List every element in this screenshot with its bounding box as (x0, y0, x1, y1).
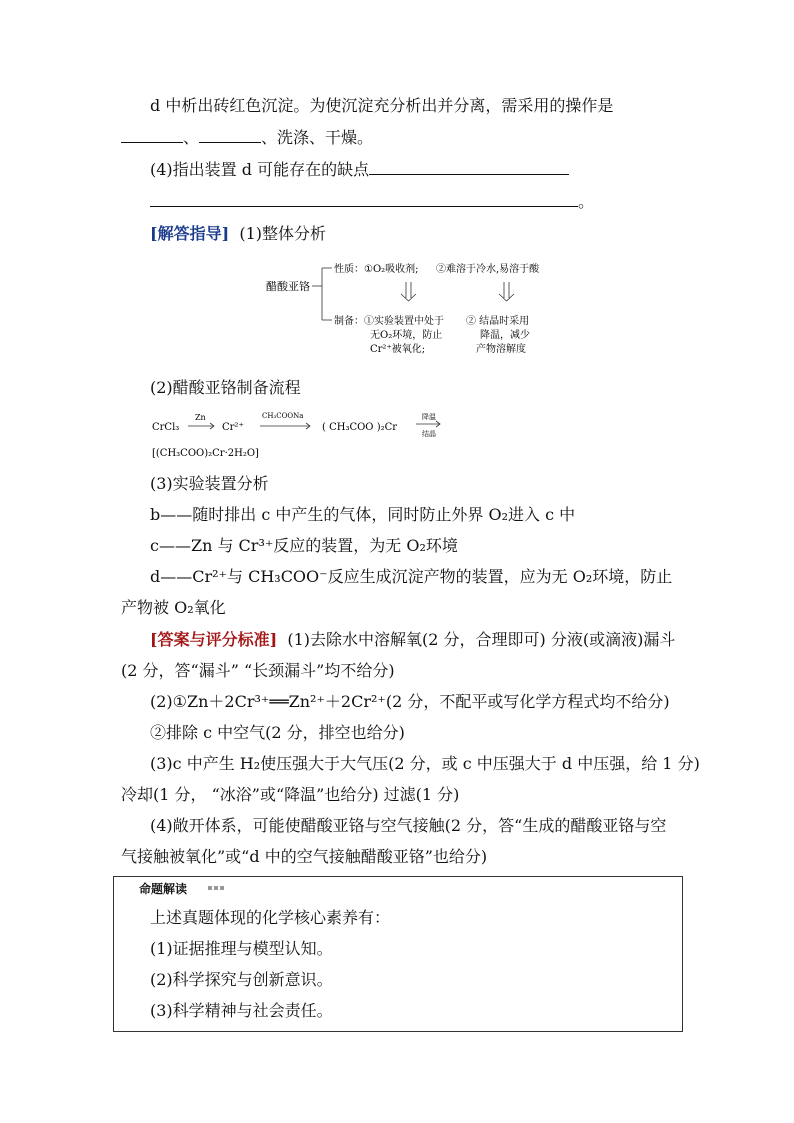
flow-condition: 降温 (422, 413, 436, 421)
question-text: d 中析出砖红色沉淀。为使沉淀充分析出并分离，需采用的操作是 (150, 96, 614, 115)
analysis-line: b——随时排出 c 中产生的气体，同时防止外界 O₂进入 c 中 (150, 505, 576, 524)
tree-root: 醋酸亚铬 (266, 280, 310, 293)
box-title: 命题解读 (139, 882, 188, 896)
analysis-line: c——Zn 与 Cr³⁺反应的装置，为无 O₂环境 (150, 536, 458, 555)
flow-reactant: CrCl₃ (152, 422, 180, 433)
analysis-tree-diagram (260, 256, 590, 360)
answer-line: (2 分，答“漏斗” “长颈漏斗”均不给分) (121, 661, 395, 680)
flow-reagent: CH₃COONa (262, 412, 304, 420)
section-title: (1)整体分析 (239, 224, 326, 243)
text-line (150, 94, 613, 118)
preparation-label: 制备： (334, 316, 364, 327)
right-arrow-icon (416, 421, 440, 427)
guide-tag: [解答指导] (150, 224, 230, 243)
preparation-1: Cr²⁺被氧化; (370, 344, 426, 355)
separator-text: 、 (183, 128, 200, 147)
list-item: (1)证据推理与模型认知。 (150, 939, 333, 958)
flow-condition: 结晶 (422, 430, 436, 438)
answer-line: 气接触被氧化”或“d 中的空气接触醋酸亚铬”也给分) (121, 847, 488, 866)
analysis-line: d——Cr²⁺与 CH₃COO⁻反应生成沉淀产物的装置，应为无 O₂环境，防止 (150, 567, 673, 586)
preparation-1: 无O₂环境，防止 (370, 330, 443, 341)
text-line (150, 190, 594, 214)
answer-line: (3)c 中产生 H₂使压强大于大气压(2 分，或 c 中压强大于 d 中压强，给 1 分) (150, 754, 700, 773)
answer-line: (4)敞开体系，可能使醋酸亚铬与空气接触(2 分，答“生成的醋酸亚铬与空 (150, 816, 667, 835)
down-arrow-icon (401, 282, 416, 301)
right-arrow-icon (188, 423, 214, 429)
preparation-2: ② 结晶时采用 (466, 316, 530, 327)
flow-final-product: [(CH₃COO)₂Cr·2H₂O] (152, 448, 259, 459)
text-line (121, 126, 373, 150)
flow-intermediate: Cr²⁺ (222, 422, 244, 433)
answer-line: (2)①Zn＋2Cr³⁺══Zn²⁺＋2Cr²⁺(2 分，不配平或写化学方程式均不给分) (150, 692, 670, 711)
preparation-flow-diagram (150, 406, 460, 462)
decorative-dots-icon (208, 886, 226, 892)
answer-tag: [答案与评分标准] (150, 630, 278, 649)
period: 。 (578, 192, 595, 211)
property-1: ①O₂吸收剂; (364, 264, 419, 275)
question-label: (4)指出装置 d 可能存在的缺点 (150, 160, 370, 179)
right-arrow-icon (260, 423, 310, 429)
answer-line: [答案与评分标准] (1)去除水中溶解氧(2 分，合理即可) 分液(或滴液)漏斗 (150, 630, 676, 649)
preparation-1: ①实验装置中处于 (364, 316, 444, 327)
list-item: (3)科学精神与社会责任。 (150, 1001, 333, 1020)
analysis-line: 产物被 O₂氧化 (121, 598, 226, 617)
flow-reagent: Zn (195, 413, 206, 422)
answer-blank (121, 126, 183, 143)
preparation-2: 降温，减少 (480, 330, 530, 341)
question-text: 、洗涤、干燥。 (261, 128, 374, 147)
answer-line: 冷却(1 分， “冰浴”或“降温”也给分) 过滤(1 分) (121, 785, 460, 804)
property-2: ②难溶于冷水,易溶于酸 (436, 264, 540, 275)
answer-blank (150, 190, 578, 207)
list-item: (2)科学探究与创新意识。 (150, 970, 333, 989)
section-title: (3)实验装置分析 (150, 474, 269, 493)
flow-product: ( CH₃COO )₂Cr (322, 422, 398, 433)
property-label: 性质： (334, 264, 364, 275)
guide-heading (150, 222, 326, 246)
down-arrow-icon (499, 282, 514, 301)
box-intro: 上述真题体现的化学核心素养有： (150, 908, 391, 927)
answer-blank (199, 126, 261, 143)
section-title: (2)醋酸亚铬制备流程 (150, 378, 301, 397)
question-4 (150, 158, 569, 182)
answer-line: ②排除 c 中空气(2 分，排空也给分) (150, 723, 405, 742)
answer-blank (369, 158, 569, 175)
preparation-2: 产物溶解度 (476, 344, 526, 355)
